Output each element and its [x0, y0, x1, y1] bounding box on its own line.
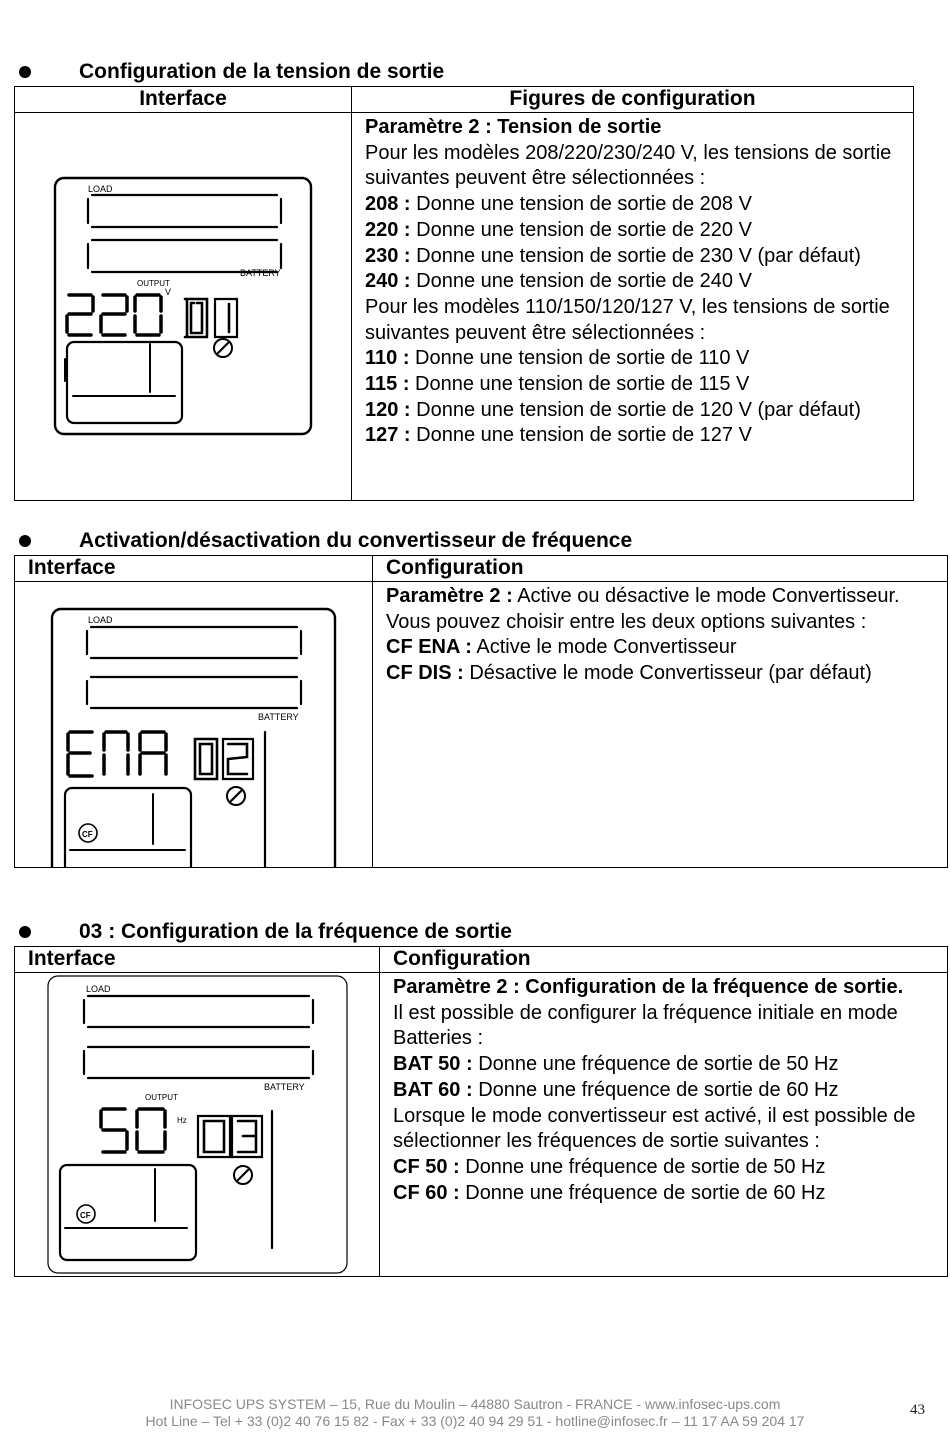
lcd-main-digits-ena	[68, 732, 166, 776]
lcd-battery-label: BATTERY	[264, 1082, 305, 1092]
lcd-main-digits-220	[67, 295, 161, 335]
lcd-lower-box	[65, 788, 191, 868]
lcd-code-digits-03	[198, 1116, 262, 1157]
config-table	[14, 946, 948, 1277]
column-header-configuration: Configuration	[373, 556, 948, 582]
load-bar	[84, 996, 313, 1027]
lcd-panel-diagram	[15, 582, 373, 868]
configuration-cell: Paramètre 2 : Configuration de la fréquence de sortie. Il est possible de configurer la fréquence initiale en mode Batteries : BAT 50 : Donne une fréquence de sortie de 50 Hz BAT 60 : Donne une fréquence de sortie de 60 Hz Lorsque le mode convertisseur est activé, il est possible de sélectionner les fréquences de sortie suivantes : CF 50 : Donne une fréquence de sortie de 50 Hz CF 60 : Donne une fréquence de sortie de 60 Hz	[380, 973, 948, 1277]
footer-address: INFOSEC UPS SYSTEM – 15, Rue du Moulin – 44880 Sautron - FRANCE - www.infosec-ups.com	[169, 1396, 781, 1412]
lcd-code-digits-02	[195, 739, 253, 779]
column-header-interface: Interface	[15, 556, 373, 582]
bullet-icon	[19, 535, 31, 547]
lcd-lower-segments	[65, 344, 175, 396]
page-number: 43	[910, 1402, 925, 1418]
config-table	[14, 555, 948, 868]
column-header-configuration: Figures de configuration	[352, 87, 914, 113]
lcd-output-label: OUTPUT	[137, 279, 170, 288]
lcd-panel-diagram	[15, 113, 352, 501]
section-title: Activation/désactivation du convertisseur de fréquence	[79, 529, 633, 552]
lcd-output-label: OUTPUT	[145, 1093, 178, 1102]
lcd-unit-label: V	[165, 287, 172, 297]
lcd-battery-label: BATTERY	[258, 712, 299, 722]
section-heading	[14, 919, 512, 945]
lcd-load-label: LOAD	[88, 184, 113, 194]
configuration-cell: Paramètre 2 : Active ou désactive le mode Convertisseur. Vous pouvez choisir entre les deux options suivantes : CF ENA : Active le mode Convertisseur CF DIS : Désactive le mode Convertisseur (par défaut)	[373, 582, 948, 868]
section-title: 03 : Configuration de la fréquence de sortie	[79, 920, 512, 943]
battery-bar	[87, 677, 301, 708]
section-heading	[14, 528, 632, 554]
lcd-load-label: LOAD	[88, 615, 113, 625]
bullet-icon	[19, 66, 31, 78]
lcd-unit-label: Hz	[177, 1116, 187, 1125]
battery-bar	[84, 1047, 313, 1078]
lcd-lower-box	[67, 342, 182, 423]
lcd-load-label: LOAD	[86, 984, 111, 994]
interface-cell	[15, 113, 352, 501]
lcd-main-digits-50	[101, 1109, 165, 1152]
converter-cf-label: CF	[82, 830, 93, 839]
interface-cell	[15, 973, 380, 1277]
wrench-icon-stroke	[238, 1170, 248, 1180]
column-header-interface: Interface	[15, 87, 352, 113]
converter-cf-label: CF	[80, 1211, 91, 1220]
section-heading	[14, 59, 444, 85]
lcd-battery-label: BATTERY	[240, 268, 281, 278]
lcd-code-digits-01	[185, 299, 237, 337]
column-header-configuration: Configuration	[380, 947, 948, 973]
wrench-icon-stroke	[231, 791, 241, 801]
configuration-cell: Paramètre 2 : Tension de sortie Pour les modèles 208/220/230/240 V, les tensions de sortie suivantes peuvent être sélectionnées : 208 : Donne une tension de sortie de 208 V 220 : Donne une tension de sortie de 220 V 230 : Donne une tension de sortie de 230 V (par défaut) 240 : Donne une tension de sortie de 240 V Pour les modèles 110/150/120/127 V, les tensions de sortie suivantes peuvent être sélectionnées : 110 : Donne une tension de sortie de 110 V 115 : Donne une tension de sortie de 115 V 120 : Donne une tension de sortie de 120 V (par défaut) 127 : Donne une tension de sortie de 127 V	[352, 113, 914, 501]
wrench-icon-stroke	[218, 343, 228, 353]
column-header-interface: Interface	[15, 947, 380, 973]
lcd-panel-diagram	[15, 973, 380, 1277]
bullet-icon	[19, 926, 31, 938]
load-bar	[88, 195, 281, 227]
footer-contact: Hot Line – Tel + 33 (0)2 40 76 15 82 - Fax + 33 (0)2 40 94 29 51 - hotline@infosec.fr – 11 17 AA 59 204 17	[145, 1413, 805, 1429]
config-table	[14, 86, 914, 501]
interface-cell	[15, 582, 373, 868]
load-bar	[87, 627, 301, 658]
section-title: Configuration de la tension de sortie	[79, 60, 445, 83]
lcd-frame	[52, 609, 335, 868]
